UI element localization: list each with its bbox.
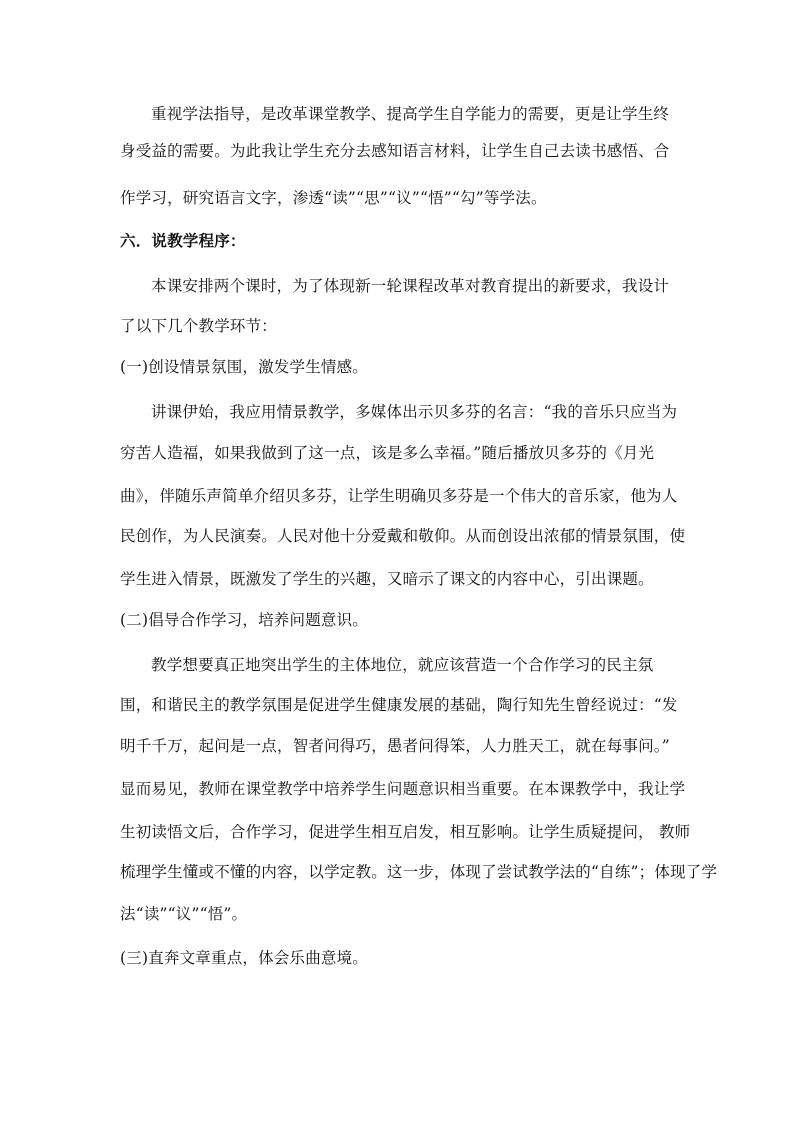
paragraph-line: 曲》，伴随乐声简单介绍贝多芬，让学生明确贝多芬是一个伟大的音乐家，他为人: [120, 487, 678, 505]
paragraph-line: 显而易见，教师在课堂教学中培养学生问题意识相当重要。在本课教学中，我让学: [120, 780, 686, 798]
paragraph-line: 本课安排两个课时，为了体现新一轮课程改革对教育提出的新要求，我设计: [151, 277, 670, 295]
paragraph-line: 学生进入情景，既激发了学生的兴趣，又暗示了课文的内容中心，引出课题。: [120, 570, 654, 588]
subsection-heading: (二)倡导合作学习，培养问题意识。: [120, 611, 368, 629]
paragraph-line: 讲课伊始，我应用情景教学，多媒体出示贝多芬的名言：“我的音乐只应当为: [151, 403, 678, 421]
paragraph-line: 围，和谐民主的教学氛围是促进学生健康发展的基础，陶行知先生曾经说过：“发: [120, 696, 678, 714]
subsection-heading: (一)创设情景氛围，激发学生情感。: [120, 358, 368, 376]
paragraph-line: 穷苦人造福，如果我做到了这一点，该是多么幸福。”随后播放贝多芬的《月光: [120, 444, 655, 462]
paragraph-line: 作学习，研究语言文字，渗透“读”“思”“议”“悟”“勾”等学法。: [120, 189, 547, 207]
paragraph-line: 生初读悟文后，合作学习，促进学生相互启发，相互影响。让学生质疑提问， 教师: [120, 823, 691, 841]
section-heading: 六．说教学程序：: [120, 231, 246, 250]
subsection-heading: (三)直奔文章重点，体会乐曲意境。: [120, 949, 368, 967]
paragraph-line: 重视学法指导，是改革课堂教学、提高学生自学能力的需要，更是让学生终: [151, 105, 670, 123]
paragraph-line: 身受益的需要。为此我让学生充分去感知语言材料，让学生自己去读书感悟、合: [120, 142, 670, 160]
paragraph-line: 梳理学生懂或不懂的内容，以学定教。这一步，体现了尝试教学法的“自练”；体现了学: [120, 863, 718, 881]
paragraph-line: 了以下几个教学环节：: [120, 317, 278, 335]
paragraph-line: 法“读”“议”“悟”。: [120, 905, 248, 923]
paragraph-line: 教学想要真正地突出学生的主体地位，就应该营造一个合作学习的民主氛: [151, 656, 654, 674]
paragraph-line: 明千千万，起问是一点，智者问得巧，愚者问得笨，人力胜天工，就在每事问。”: [120, 737, 670, 755]
paragraph-line: 民创作，为人民演奏。人民对他十分爱戴和敬仰。从而创设出浓郁的情景氛围，使: [120, 527, 686, 545]
